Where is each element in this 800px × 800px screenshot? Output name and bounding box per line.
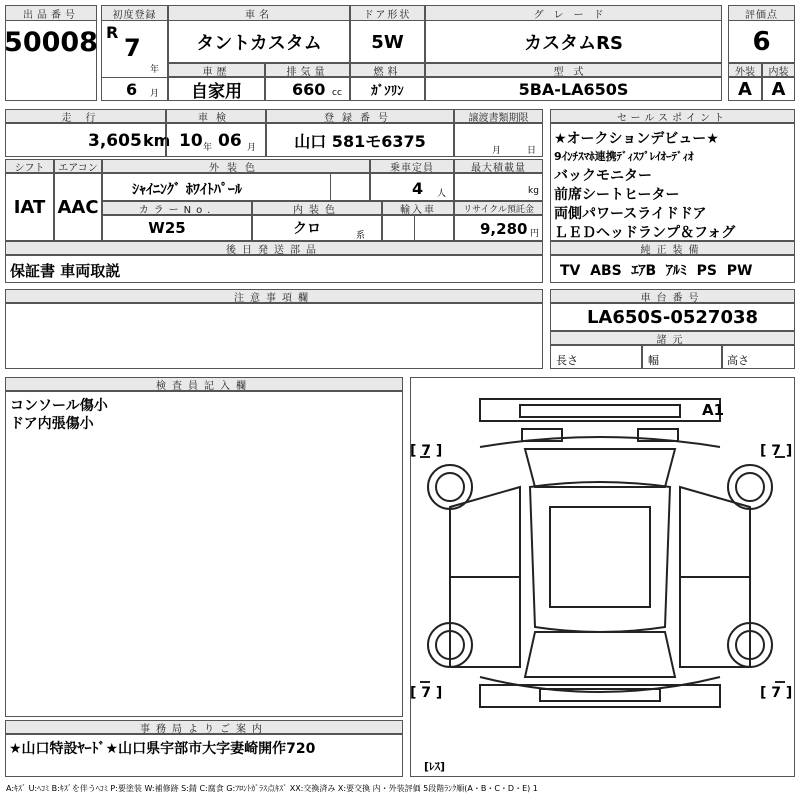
door-type: 5W [371,31,404,53]
payload-label: 最大積載量 [454,159,543,173]
inspector-note: ドア内張傷小 [10,416,94,432]
inspection-label: 車検 [166,109,266,123]
wheel-tr: [ 7 ] [760,443,793,459]
wheel-bl: [ 7 ] [410,685,443,701]
year-unit: 年 [150,65,160,75]
width-label: 幅 [648,354,659,367]
transfer-label: 譲渡書類期限 [454,109,543,123]
exterior-score: A [738,78,752,100]
later-parts: 保証書 車両取説 [10,262,121,280]
transfer-month-unit: 月 [492,146,502,156]
import-label: 輸入車 [382,201,454,215]
ac: AAC [57,196,99,218]
plate: 山口 581モ6375 [294,131,426,151]
inspector-box [5,391,403,717]
model: 5BA-LA650S [518,79,629,99]
history-label: 車歴 [168,63,265,77]
office-label: 事務局よりご案内 [5,720,403,734]
inspection-month-unit: 月 [247,143,257,153]
first-reg-year: 7 [124,34,141,62]
car-diagram [410,377,795,777]
color: ｼｬｲﾆﾝｸﾞ ﾎﾜｲﾄﾊﾟｰﾙ [132,182,242,198]
door-label: ドア形状 [350,5,425,21]
specs-label: 諸元 [550,331,795,345]
color-no-label: カラーNo. [102,201,252,215]
int-color-label: 内装色 [252,201,382,215]
transfer-day-unit: 日 [527,146,537,156]
length-label: 長さ [556,354,578,367]
first-reg-divider [101,77,168,78]
fuel: ｶﾞｿﾘﾝ [371,83,404,99]
chassis-label: 車台番号 [550,289,795,303]
sales-point: 9ｲﾝﾁｽﾏﾎ連携ﾃﾞｨｽﾌﾟﾚｲｵｰﾃﾞｨｵ [554,150,694,163]
shift-label: シフト [5,159,54,173]
grade: カスタムRS [524,33,623,54]
sales-label: セールスポイント [550,109,795,123]
score: 6 [752,27,771,57]
displacement-label: 排気量 [265,63,350,77]
displacement: 660 [292,80,326,99]
damage-legend: A:ｷｽﾞ U:ﾍｺﾐ B:ｷｽﾞを伴うﾍｺﾐ P:要塗装 W:補修跡 S:錆 C:腐食 G:ﾌﾛﾝﾄｶﾞﾗｽ点ｷｽﾞ XX:交換済み X:要交換 内・外装評価 5段階ﾗﾝｸ順(A・B・C・D・E) 1 [6,784,538,793]
ac-label: エアコン [54,159,102,173]
color-no: W25 [148,219,186,237]
payload-unit: kg [528,186,539,196]
wheel-tl: [ 7 ] [410,443,443,459]
int-color-unit: 系 [356,231,366,241]
shift: IAT [13,196,46,218]
notes-box [5,303,543,369]
recycle-unit: 円 [530,229,540,239]
capacity-unit: 人 [437,189,447,199]
grade-label: グレード [425,5,722,21]
first-reg-label: 初度登録 [101,5,168,21]
height-label: 高さ [727,354,749,367]
sales-point: 前席シートヒーター [554,187,680,203]
era: R [106,23,119,42]
car-name-label: 車名 [168,5,350,21]
import-divider [414,215,415,241]
displacement-unit: cc [332,88,342,98]
mileage-label: 走行 [5,109,166,123]
equipment: TV ABS ｴｱB ｱﾙﾐ PS PW [560,263,753,279]
sales-point: バックモニター [554,168,652,184]
history: 自家用 [191,81,242,102]
month-unit: 月 [150,89,160,99]
inspector-note: コンソール傷小 [10,398,108,414]
capacity: 4 [412,179,424,198]
recycle-label: リサイクル預託金 [454,201,543,215]
recycle: 9,280 [480,220,528,238]
diagram-bottom-mark: [ﾚｽ] [424,760,446,773]
inspection-year-unit: 年 [203,143,213,153]
exterior-label: 外装 [728,63,762,77]
chassis-number: LA650S-0527038 [586,306,759,328]
import-box [382,215,454,241]
first-reg-month: 6 [126,80,138,99]
mileage-unit: km [143,131,171,150]
inspection-month: 06 [218,131,242,151]
inspector-label: 検査員記入欄 [5,377,403,391]
later-label: 後日発送部品 [5,241,543,255]
fuel-label: 燃料 [350,63,425,77]
office-text: ★山口特設ﾔｰﾄﾞ★山口県宇部市大字妻崎開作720 [9,741,316,757]
inspection-year: 10 [179,131,203,151]
sales-point: 両側パワースライドドア [554,206,707,222]
plate-label: 登録番号 [266,109,454,123]
equipment-label: 純正装備 [550,241,795,255]
sales-point: ★オークションデビュー★ [554,131,719,147]
lot-number: 50008 [4,26,98,58]
wheel-br: [ 7 ] [760,685,793,701]
color-label: 外装色 [102,159,370,173]
model-label: 型式 [425,63,722,77]
int-color: クロ [293,221,321,237]
lot-label: 出品番号 [5,5,97,21]
interior-label: 内装 [762,63,795,77]
interior-score: A [771,78,786,100]
color-divider [330,173,331,201]
sales-point: ＬＥＤヘッドランプ＆フォグ [554,225,736,241]
car-name: タントカスタム [196,33,322,54]
notes-label: 注意事項欄 [5,289,543,303]
capacity-label: 乗車定員 [370,159,454,173]
a1-mark: A1 [702,401,725,419]
score-label: 評価点 [728,5,795,21]
mileage: 3,605 [88,131,142,151]
mileage-box [5,123,166,157]
